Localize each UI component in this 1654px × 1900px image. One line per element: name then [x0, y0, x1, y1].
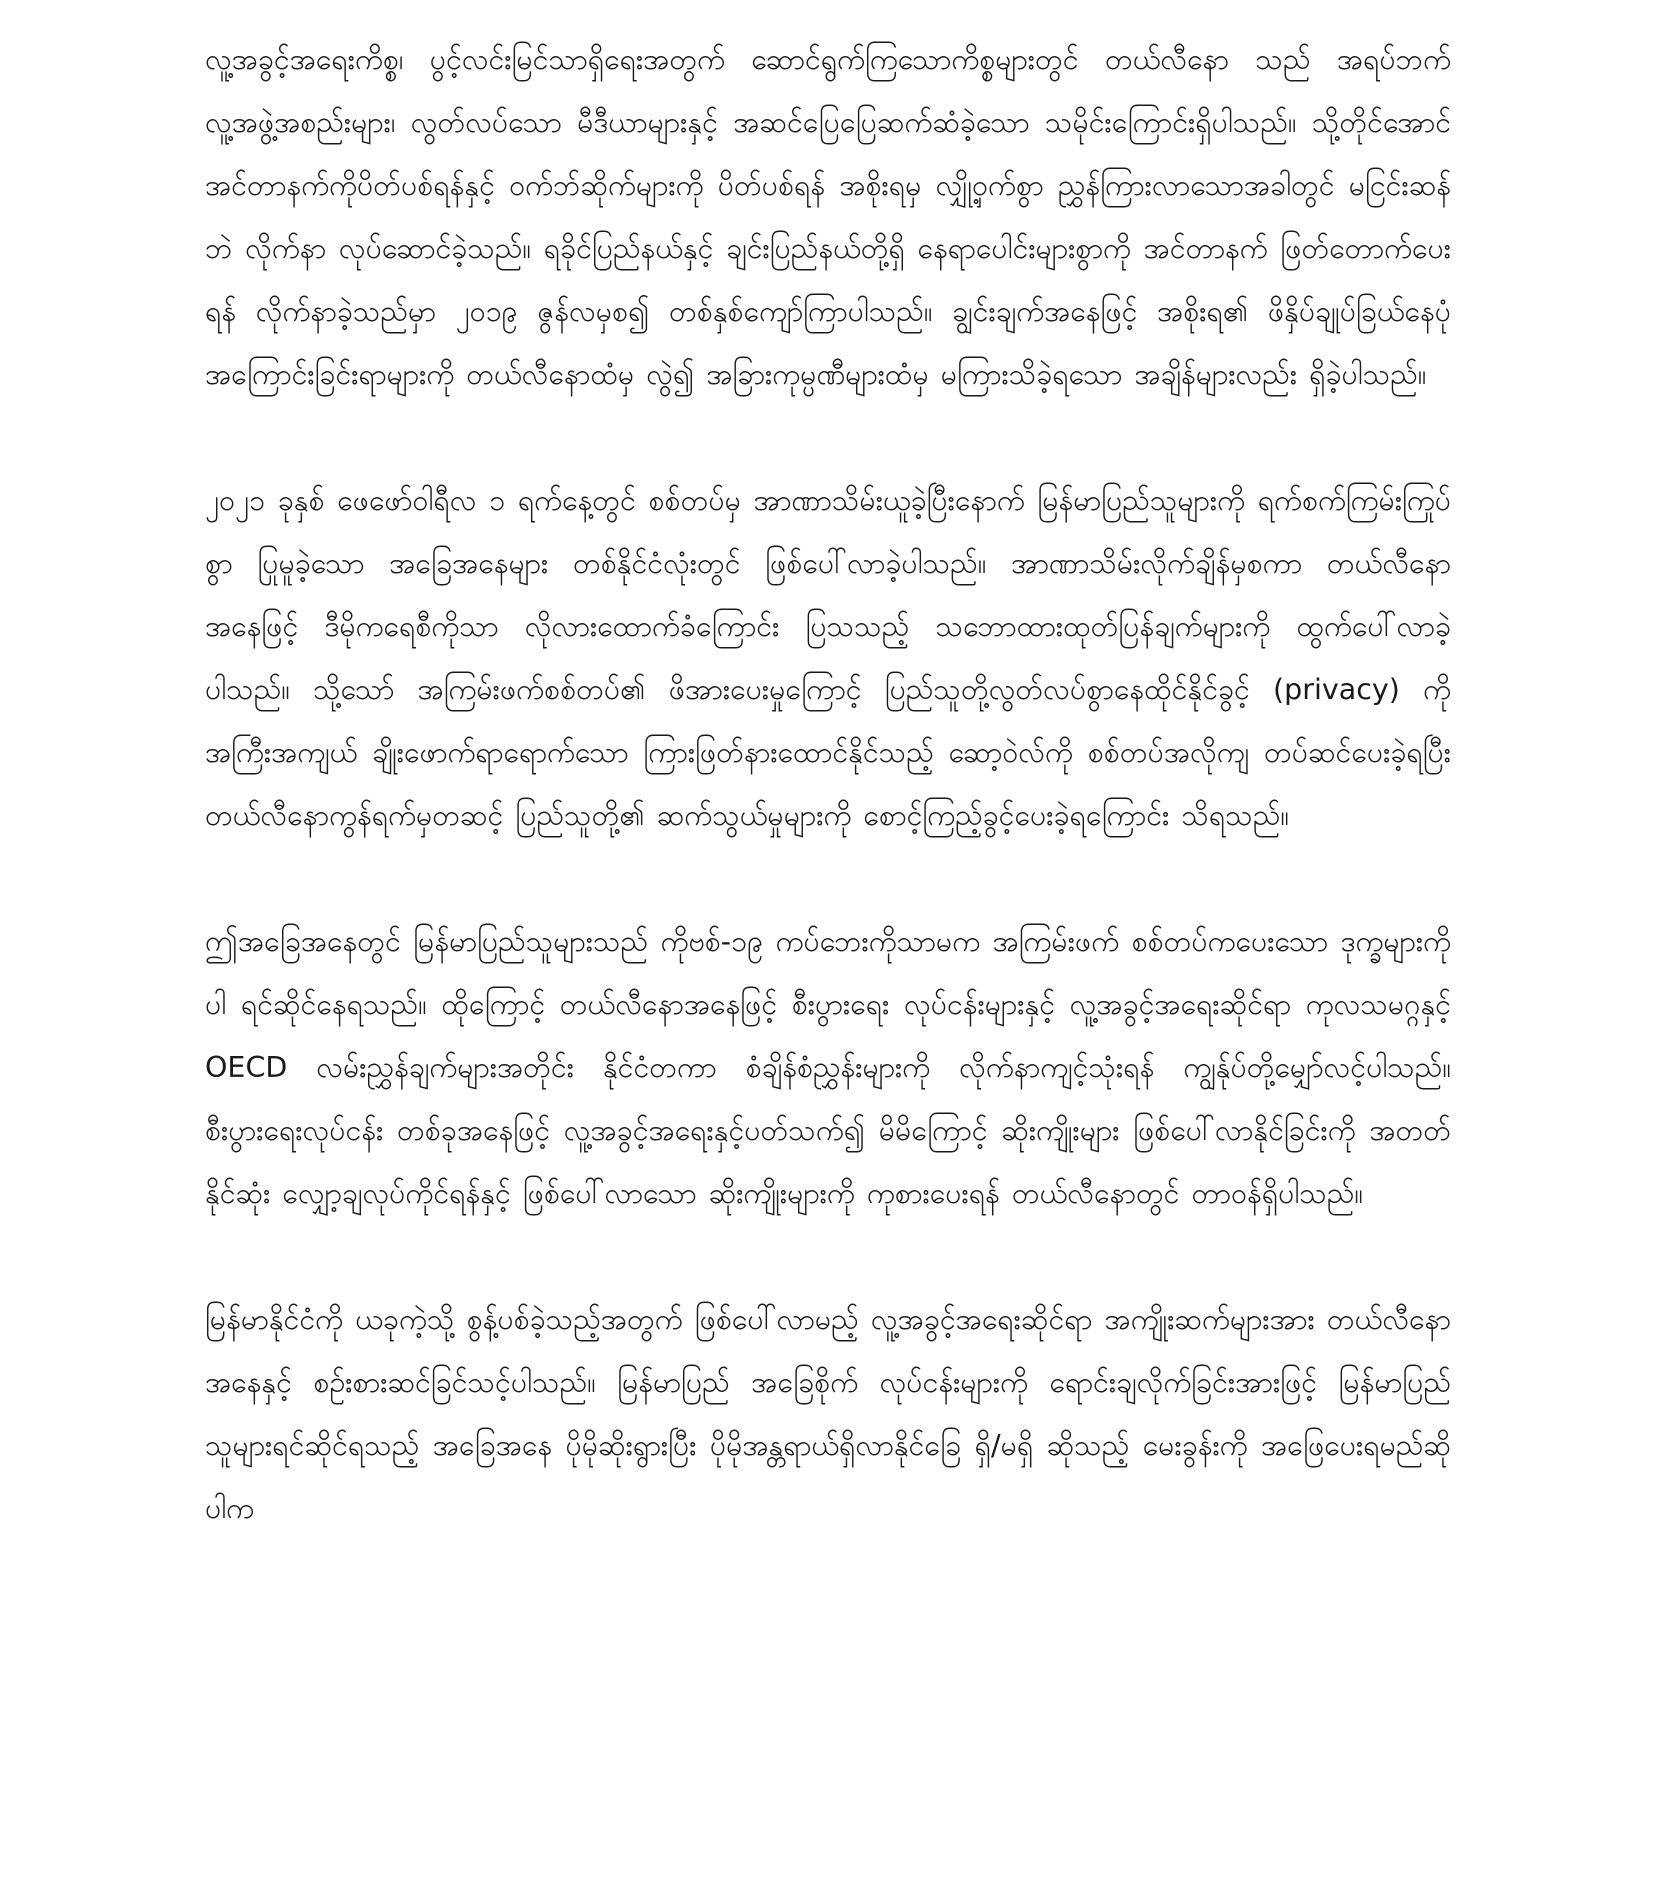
paragraph-1: လူ့အခွင့်အရေးကိစ္စ၊ ပွင့်လင်းမြင်သာရှိရေးအတွက် ဆောင်ရွက်ကြသောကိစ္စများတွင် တယ်လီနော သည် အရပ်ဘက်လူ့အဖွဲ့အစည်းများ၊ လွတ်လပ်သော မီဒီယာများနှင့် အဆင်ပြေပြေဆက်ဆံခဲ့သော သမိုင်းကြောင်းရှိပါသည်။ သို့တိုင်အောင် အင်တာနက်ကိုပိတ်ပစ်ရန်နှင့် ဝက်ဘ်ဆိုက်များကို ပိတ်ပစ်ရန် အစိုးရမှ လျှို့ဝှက်စွာ ညွှန်ကြားလာသောအခါတွင် မငြင်းဆန်ဘဲ လိုက်နာ လုပ်ဆောင်ခဲ့သည်။ ရခိုင်ပြည်နယ်နှင့် ချင်းပြည်နယ်တို့ရှိ နေရာပေါင်းများစွာကို အင်တာနက် ဖြတ်တောက်ပေးရန် လိုက်နာခဲ့သည်မှာ ၂၀၁၉ ဇွန်လမှစ၍ တစ်နှစ်ကျော်ကြာပါသည်။ ချွင်းချက်အနေဖြင့် အစိုးရ၏ ဖိနှိပ်ချုပ်ခြယ်နေပုံ အကြောင်းခြင်းရာများကို တယ်လီနောထံမှ လွဲ၍ အခြားကုမ္ပဏီများထံမှ မကြားသိခဲ့ရသော အချိန်များလည်း ရှိခဲ့ပါသည်။ — [205, 43, 1451, 391]
document-page — [205, 28, 1451, 1540]
paragraph-3: ဤအခြေအနေတွင် မြန်မာပြည်သူများသည် ကိုဗစ်-၁၉ ကပ်ဘေးကိုသာမက အကြမ်းဖက် စစ်တပ်ကပေးသော ဒုက္ခများကိုပါ ရင်ဆိုင်နေရသည်။ ထိုကြောင့် တယ်လီနောအနေဖြင့် စီးပွားရေး လုပ်ငန်းများနှင့် လူ့အခွင့်အရေးဆိုင်ရာ ကုလသမဂ္ဂနှင့် OECD လမ်းညွှန်ချက်များအတိုင်း နိုင်ငံတကာ စံချိန်စံညွှန်းများကို လိုက်နာကျင့်သုံးရန် ကျွန်ုပ်တို့မျှော်လင့်ပါသည်။ စီးပွားရေးလုပ်ငန်း တစ်ခုအနေဖြင့် လူ့အခွင့်အရေးနှင့်ပတ်သက်၍ မိမိကြောင့် ဆိုးကျိုးများ ဖြစ်ပေါ်လာနိုင်ခြင်းကို အတတ်နိုင်ဆုံး လျှော့ချလုပ်ကိုင်ရန်နှင့် ဖြစ်ပေါ်လာသော ဆိုးကျိုးများကို ကုစားပေးရန် တယ်လီနောတွင် တာဝန်ရှိပါသည်။ — [205, 925, 1451, 1210]
paragraph-2: ၂၀၂၁ ခုနှစ် ဖေဖော်ဝါရီလ ၁ ရက်နေ့တွင် စစ်တပ်မှ အာဏာသိမ်းယူခဲ့ပြီးနောက် မြန်မာပြည်သူများကို ရက်စက်ကြမ်းကြုပ်စွာ ပြုမူခဲ့သော အခြေအနေများ တစ်နိုင်ငံလုံးတွင် ဖြစ်ပေါ်လာခဲ့ပါသည်။ အာဏာသိမ်းလိုက်ချိန်မှစကာ တယ်လီနောအနေဖြင့် ဒီမိုကရေစီကိုသာ လိုလားထောက်ခံကြောင်း ပြသသည့် သဘောထားထုတ်ပြန်ချက်များကို ထွက်ပေါ်လာခဲ့ပါသည်။ သို့သော် အကြမ်းဖက်စစ်တပ်၏ ဖိအားပေးမှုကြောင့် ပြည်သူတို့လွတ်လပ်စွာနေထိုင်နိုင်ခွင့် (privacy) ကို အကြီးအကျယ် ချိုးဖောက်ရာရောက်သော ကြားဖြတ်နားထောင်နိုင်သည့် ဆော့ဝဲလ်ကို စစ်တပ်အလိုကျ တပ်ဆင်ပေးခဲ့ရပြီး တယ်လီနောကွန်ရက်မှတဆင့် ပြည်သူတို့၏ ဆက်သွယ်မှုများကို စောင့်ကြည့်ခွင့်ပေးခဲ့ရကြောင်း သိရသည်။ — [205, 484, 1451, 832]
paragraph-4: မြန်မာနိုင်ငံကို ယခုကဲ့သို့ စွန့်ပစ်ခဲ့သည့်အတွက် ဖြစ်ပေါ်လာမည့် လူ့အခွင့်အရေးဆိုင်ရာ အကျိုးဆက်များအား တယ်လီနောအနေနှင့် စဉ်းစားဆင်ခြင်သင့်ပါသည်။ မြန်မာပြည် အခြေစိုက် လုပ်ငန်းများကို ရောင်းချလိုက်ခြင်းအားဖြင့် မြန်မာပြည်သူများရင်ဆိုင်ရသည့် အခြေအနေ ပိုမိုဆိုးရွားပြီး ပိုမိုအန္တရာယ်ရှိလာနိုင်ခြေ ရှိ/မရှိ ဆိုသည့် မေးခွန်းကို အဖြေပေးရမည်ဆိုပါက — [205, 1303, 1451, 1525]
